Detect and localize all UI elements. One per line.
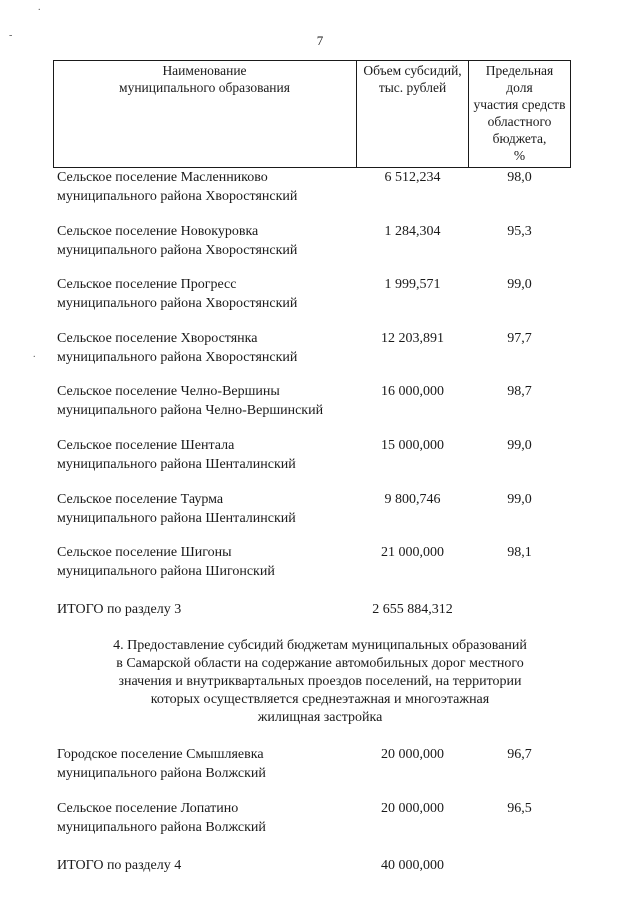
name-line: Сельское поселение Новокуровка bbox=[57, 223, 259, 239]
subsidy-amount: 12 203,891 bbox=[381, 330, 444, 346]
table-row bbox=[53, 222, 573, 276]
section4-heading bbox=[60, 637, 580, 727]
total-value: 2 655 884,312 bbox=[372, 602, 453, 617]
table-row bbox=[53, 436, 573, 490]
subsidy-amount: 9 800,746 bbox=[384, 491, 441, 507]
municipality-name bbox=[57, 382, 357, 420]
name-line: Сельское поселение Таурма bbox=[57, 491, 224, 507]
table-row bbox=[53, 275, 573, 329]
subsidy-amount: 21 000,000 bbox=[381, 545, 444, 561]
table-row bbox=[53, 490, 573, 544]
table-row bbox=[53, 329, 573, 383]
name-line: Сельское поселение Хворостянка bbox=[57, 330, 258, 346]
share-percent: 95,3 bbox=[507, 223, 532, 239]
page-number: 7 bbox=[316, 33, 324, 48]
header-subsidy-volume bbox=[357, 62, 468, 96]
name-line: муниципального района Хворостянский bbox=[57, 349, 298, 365]
table-row bbox=[53, 168, 573, 222]
section4-total bbox=[57, 856, 577, 876]
name-line: Сельское поселение Масленниково bbox=[57, 170, 268, 185]
heading-line: значения и внутриквартальных проездов поселений, на территории bbox=[118, 674, 522, 689]
name-line: Сельское поселение Лопатино bbox=[57, 800, 239, 816]
share-percent: 98,7 bbox=[507, 384, 532, 400]
share-percent: 99,0 bbox=[507, 277, 532, 293]
share-percent: 96,5 bbox=[507, 800, 532, 816]
name-line: Городское поселение Смышляевка bbox=[57, 747, 264, 762]
subsidy-amount: 15 000,000 bbox=[381, 437, 444, 453]
subsidy-amount: 20 000,000 bbox=[381, 747, 444, 762]
name-line: муниципального района Шигонский bbox=[57, 564, 275, 580]
heading-line: 4. Предоставление субсидий бюджетам муниципальных образований bbox=[113, 638, 527, 653]
heading-line: которых осуществляется среднеэтажная и многоэтажная bbox=[150, 692, 490, 707]
name-line: Сельское поселение Челно-Вершины bbox=[57, 384, 280, 400]
header-line: муниципального образования bbox=[119, 80, 290, 95]
subsidy-amount: 20 000,000 bbox=[381, 800, 444, 816]
share-percent: 99,0 bbox=[507, 491, 532, 507]
subsidy-amount: 6 512,234 bbox=[384, 170, 441, 185]
table-row bbox=[53, 799, 573, 853]
municipality-name bbox=[57, 543, 357, 581]
table-row bbox=[53, 745, 573, 799]
header-line: % bbox=[513, 148, 526, 163]
name-line: муниципального района Хворостянский bbox=[57, 296, 298, 312]
name-line: муниципального района Хворостянский bbox=[57, 242, 298, 258]
name-line: муниципального района Челно-Вершинский bbox=[57, 403, 324, 419]
share-percent: 98,0 bbox=[507, 170, 532, 185]
share-percent: 96,7 bbox=[507, 747, 532, 762]
name-line: муниципального района Шенталинский bbox=[57, 510, 296, 526]
table-row bbox=[53, 543, 573, 597]
header-line: тыс. рублей bbox=[378, 80, 447, 95]
total-value: 40 000,000 bbox=[381, 858, 444, 873]
header-line: Предельная bbox=[485, 63, 554, 78]
share-percent: 99,0 bbox=[507, 437, 532, 453]
margin-mark: . bbox=[38, 2, 41, 13]
heading-line: в Самарской области на содержание автомобильных дорог местного bbox=[116, 656, 524, 671]
municipality-name bbox=[57, 799, 357, 837]
municipality-name bbox=[57, 490, 357, 528]
name-line: муниципального района Волжский bbox=[57, 766, 266, 781]
share-percent: 97,7 bbox=[507, 330, 532, 346]
header-line: областного bbox=[487, 114, 552, 129]
section3-rows bbox=[53, 168, 573, 597]
section3-total bbox=[57, 600, 577, 620]
municipality-name bbox=[57, 329, 357, 367]
municipality-name bbox=[57, 436, 357, 474]
municipality-name bbox=[57, 222, 357, 260]
total-label: ИТОГО по разделу 4 bbox=[57, 858, 182, 873]
subsidy-amount: 16 000,000 bbox=[381, 384, 444, 400]
total-label: ИТОГО по разделу 3 bbox=[57, 602, 182, 617]
municipality-name bbox=[57, 275, 357, 313]
header-line: Наименование bbox=[162, 63, 247, 78]
name-line: муниципального района Хворостянский bbox=[57, 189, 298, 204]
margin-mark: . bbox=[33, 349, 36, 360]
header-top-rule bbox=[53, 60, 571, 61]
name-line: муниципального района Шенталинский bbox=[57, 456, 296, 472]
subsidy-amount: 1 284,304 bbox=[384, 223, 441, 239]
share-percent: 98,1 bbox=[507, 545, 532, 561]
section4-rows bbox=[53, 745, 573, 852]
name-line: муниципального района Волжский bbox=[57, 819, 266, 835]
heading-line: жилищная застройка bbox=[257, 710, 383, 725]
header-line: доля bbox=[506, 80, 533, 95]
municipality-name bbox=[57, 745, 357, 783]
column-divider bbox=[570, 60, 571, 168]
header-line: участия средств bbox=[473, 97, 566, 112]
subsidy-amount: 1 999,571 bbox=[384, 277, 441, 293]
name-line: Сельское поселение Шентала bbox=[57, 437, 235, 453]
municipality-name bbox=[57, 168, 357, 206]
table-row bbox=[53, 382, 573, 436]
name-line: Сельское поселение Прогресс bbox=[57, 277, 237, 293]
margin-mark: - bbox=[9, 30, 13, 41]
header-line: бюджета, bbox=[492, 131, 547, 146]
header-municipality bbox=[53, 62, 356, 96]
header-max-share bbox=[469, 62, 570, 164]
header-line: Объем субсидий, bbox=[363, 63, 462, 78]
table-header bbox=[53, 60, 571, 168]
name-line: Сельское поселение Шигоны bbox=[57, 545, 232, 561]
